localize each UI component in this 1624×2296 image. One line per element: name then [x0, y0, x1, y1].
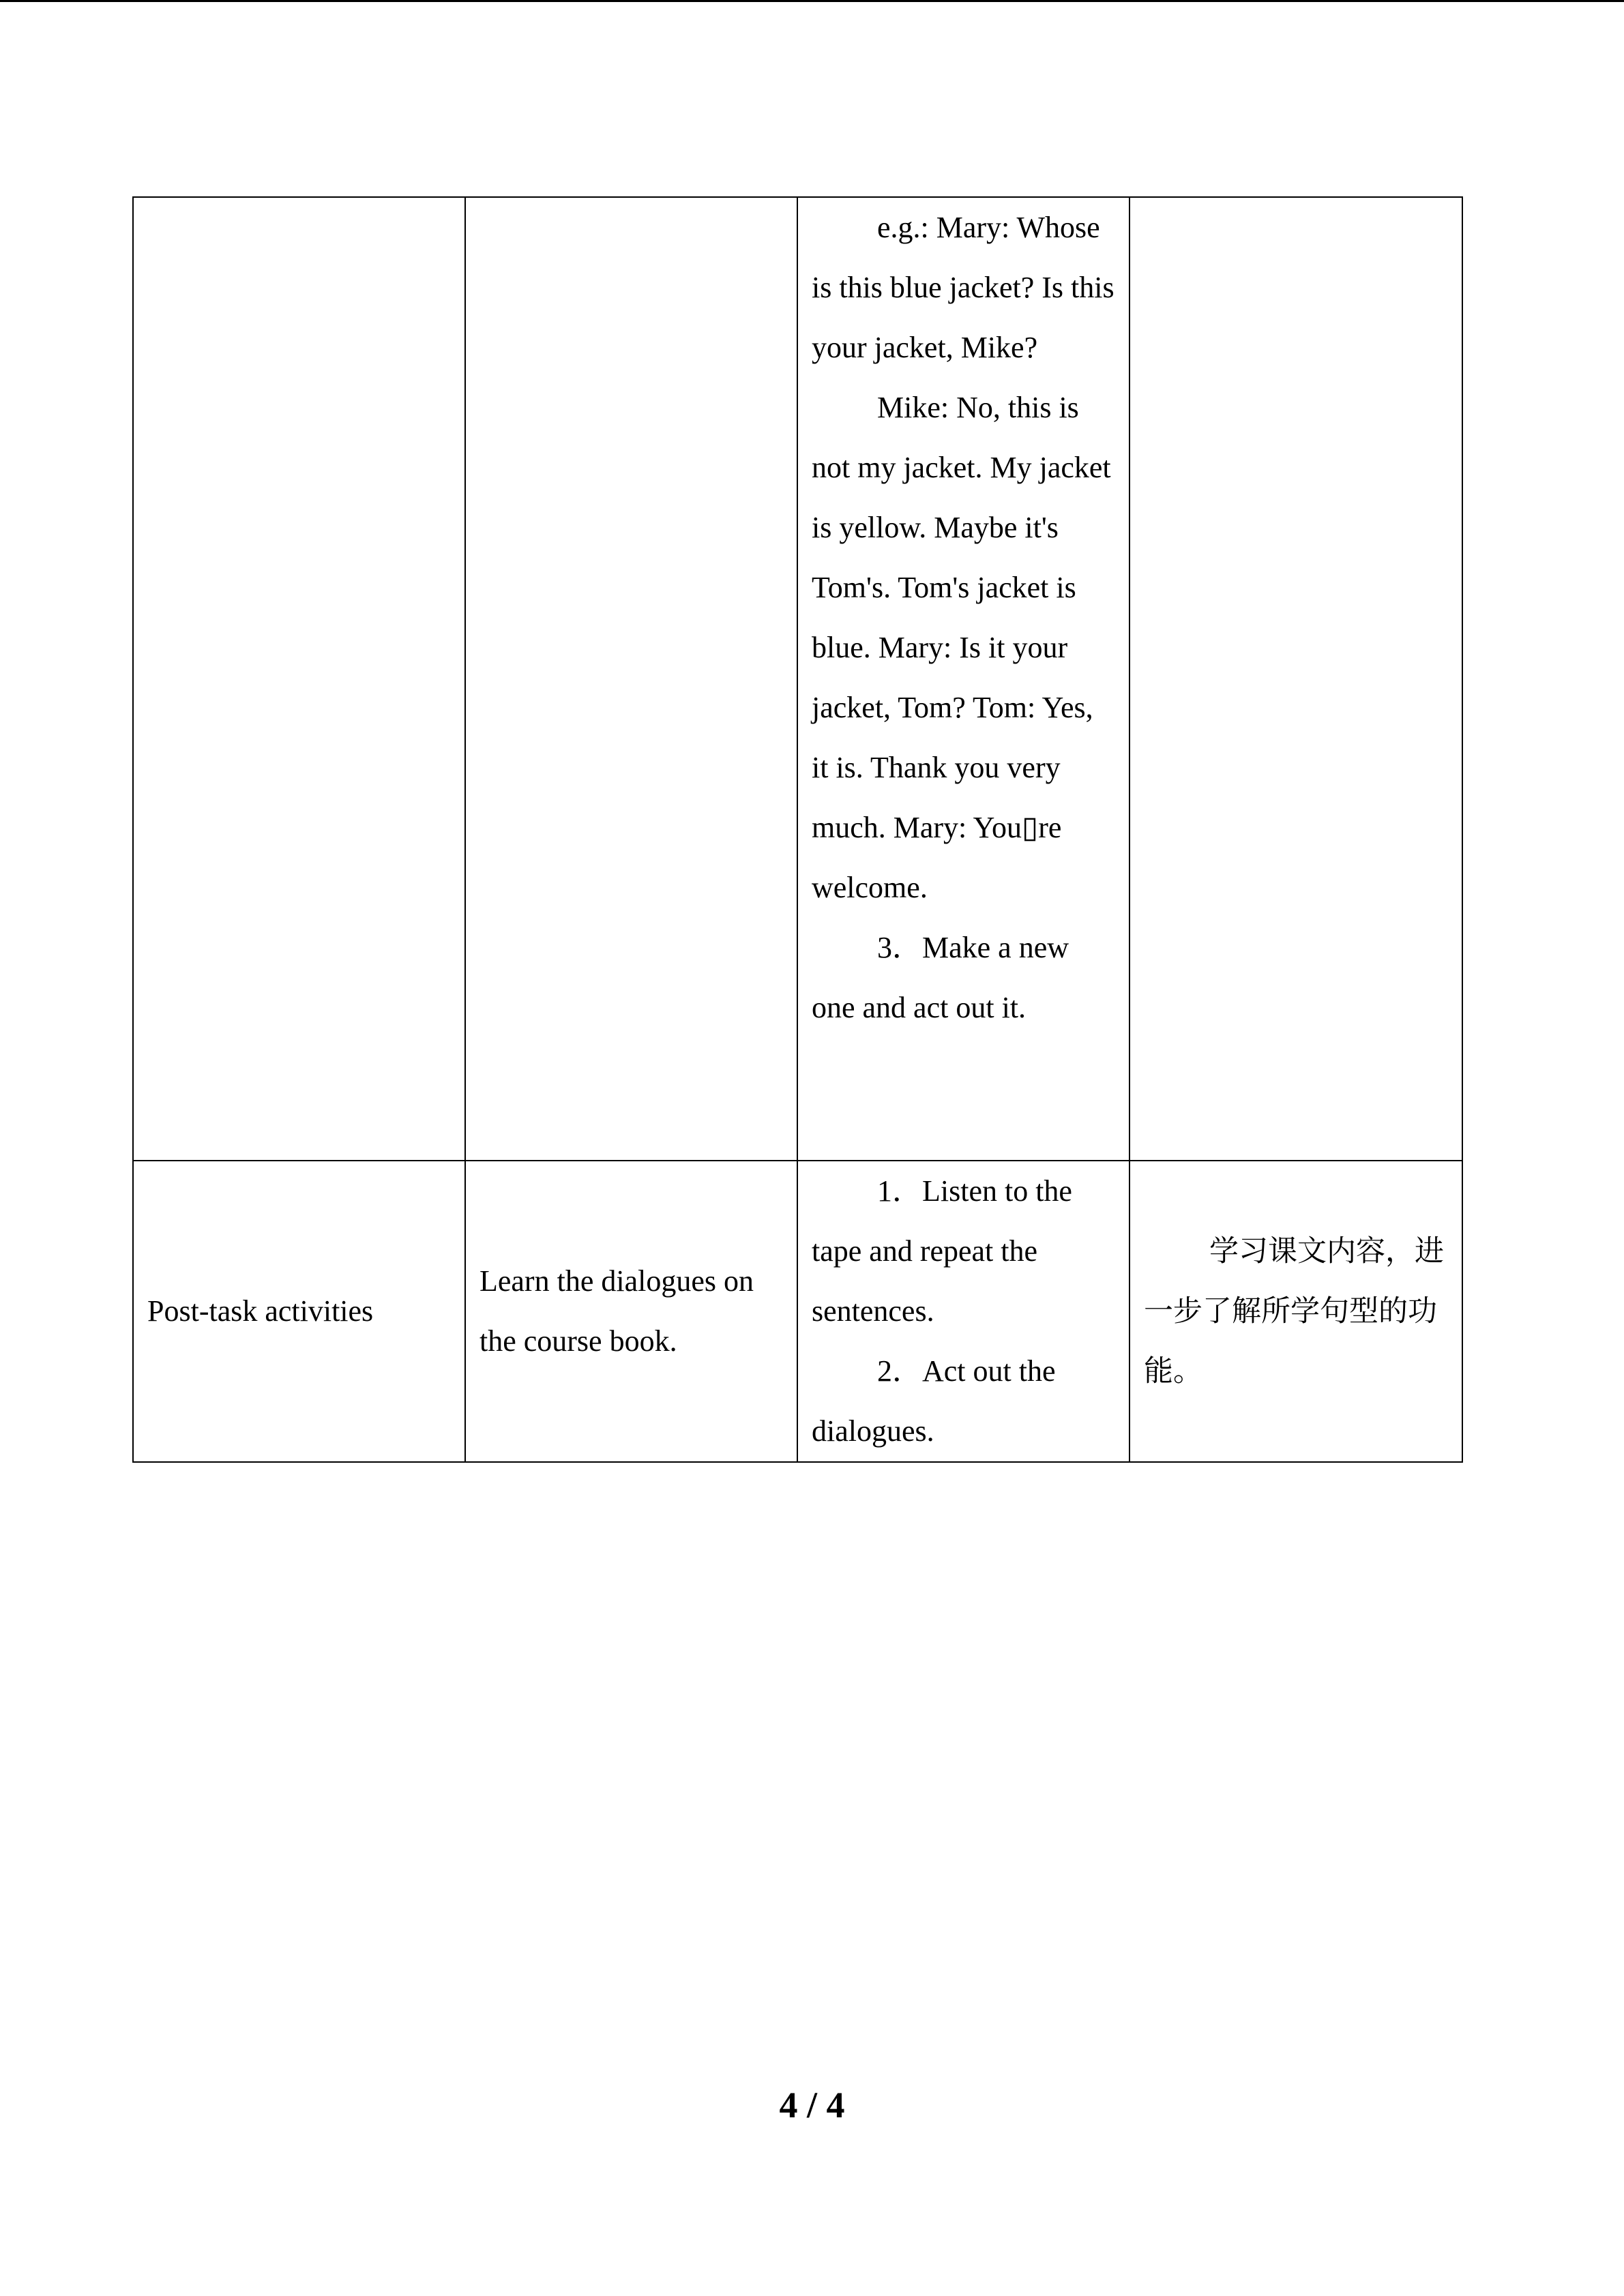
page-top-border	[0, 0, 1624, 2]
table-row-continued	[133, 197, 1462, 1161]
student-activity-cell	[797, 197, 1130, 1161]
activity-cell	[133, 1161, 465, 1462]
student-paragraph: 3．Make a new one and act out it.	[812, 931, 1069, 1024]
student-paragraph: 2．Act out the dialogues.	[812, 1354, 1056, 1448]
teacher-activity-cell	[465, 1161, 797, 1462]
page-number: 4 / 4	[779, 2085, 845, 2126]
table-row-post-task	[133, 1161, 1462, 1462]
purpose-text: 学习课文内容，进一步了解所学句型的功能。	[1144, 1234, 1444, 1388]
student-paragraph: 1．Listen to the tape and repeat the sentences.	[812, 1174, 1072, 1328]
activity-text: Post-task activities	[147, 1294, 374, 1328]
teacher-activity-text: Learn the dialogues on the course book.	[479, 1264, 754, 1358]
student-activity-cell	[797, 1161, 1130, 1462]
student-paragraph: Mike: No, this is not my jacket. My jacket is yellow. Maybe it's Tom's. Tom's jacket is blue. Mary: Is it your jacket, Tom? Tom: Yes, it is. Thank you very much. Mary: You▯re welcome.	[812, 391, 1111, 904]
student-paragraph: e.g.: Mary: Whose is this blue jacket? Is this your jacket, Mike?	[812, 211, 1114, 364]
activity-cell	[133, 197, 465, 1161]
purpose-cell	[1130, 197, 1462, 1161]
teacher-activity-cell	[465, 197, 797, 1161]
purpose-cell	[1130, 1161, 1462, 1462]
lesson-plan-table	[132, 196, 1463, 1463]
